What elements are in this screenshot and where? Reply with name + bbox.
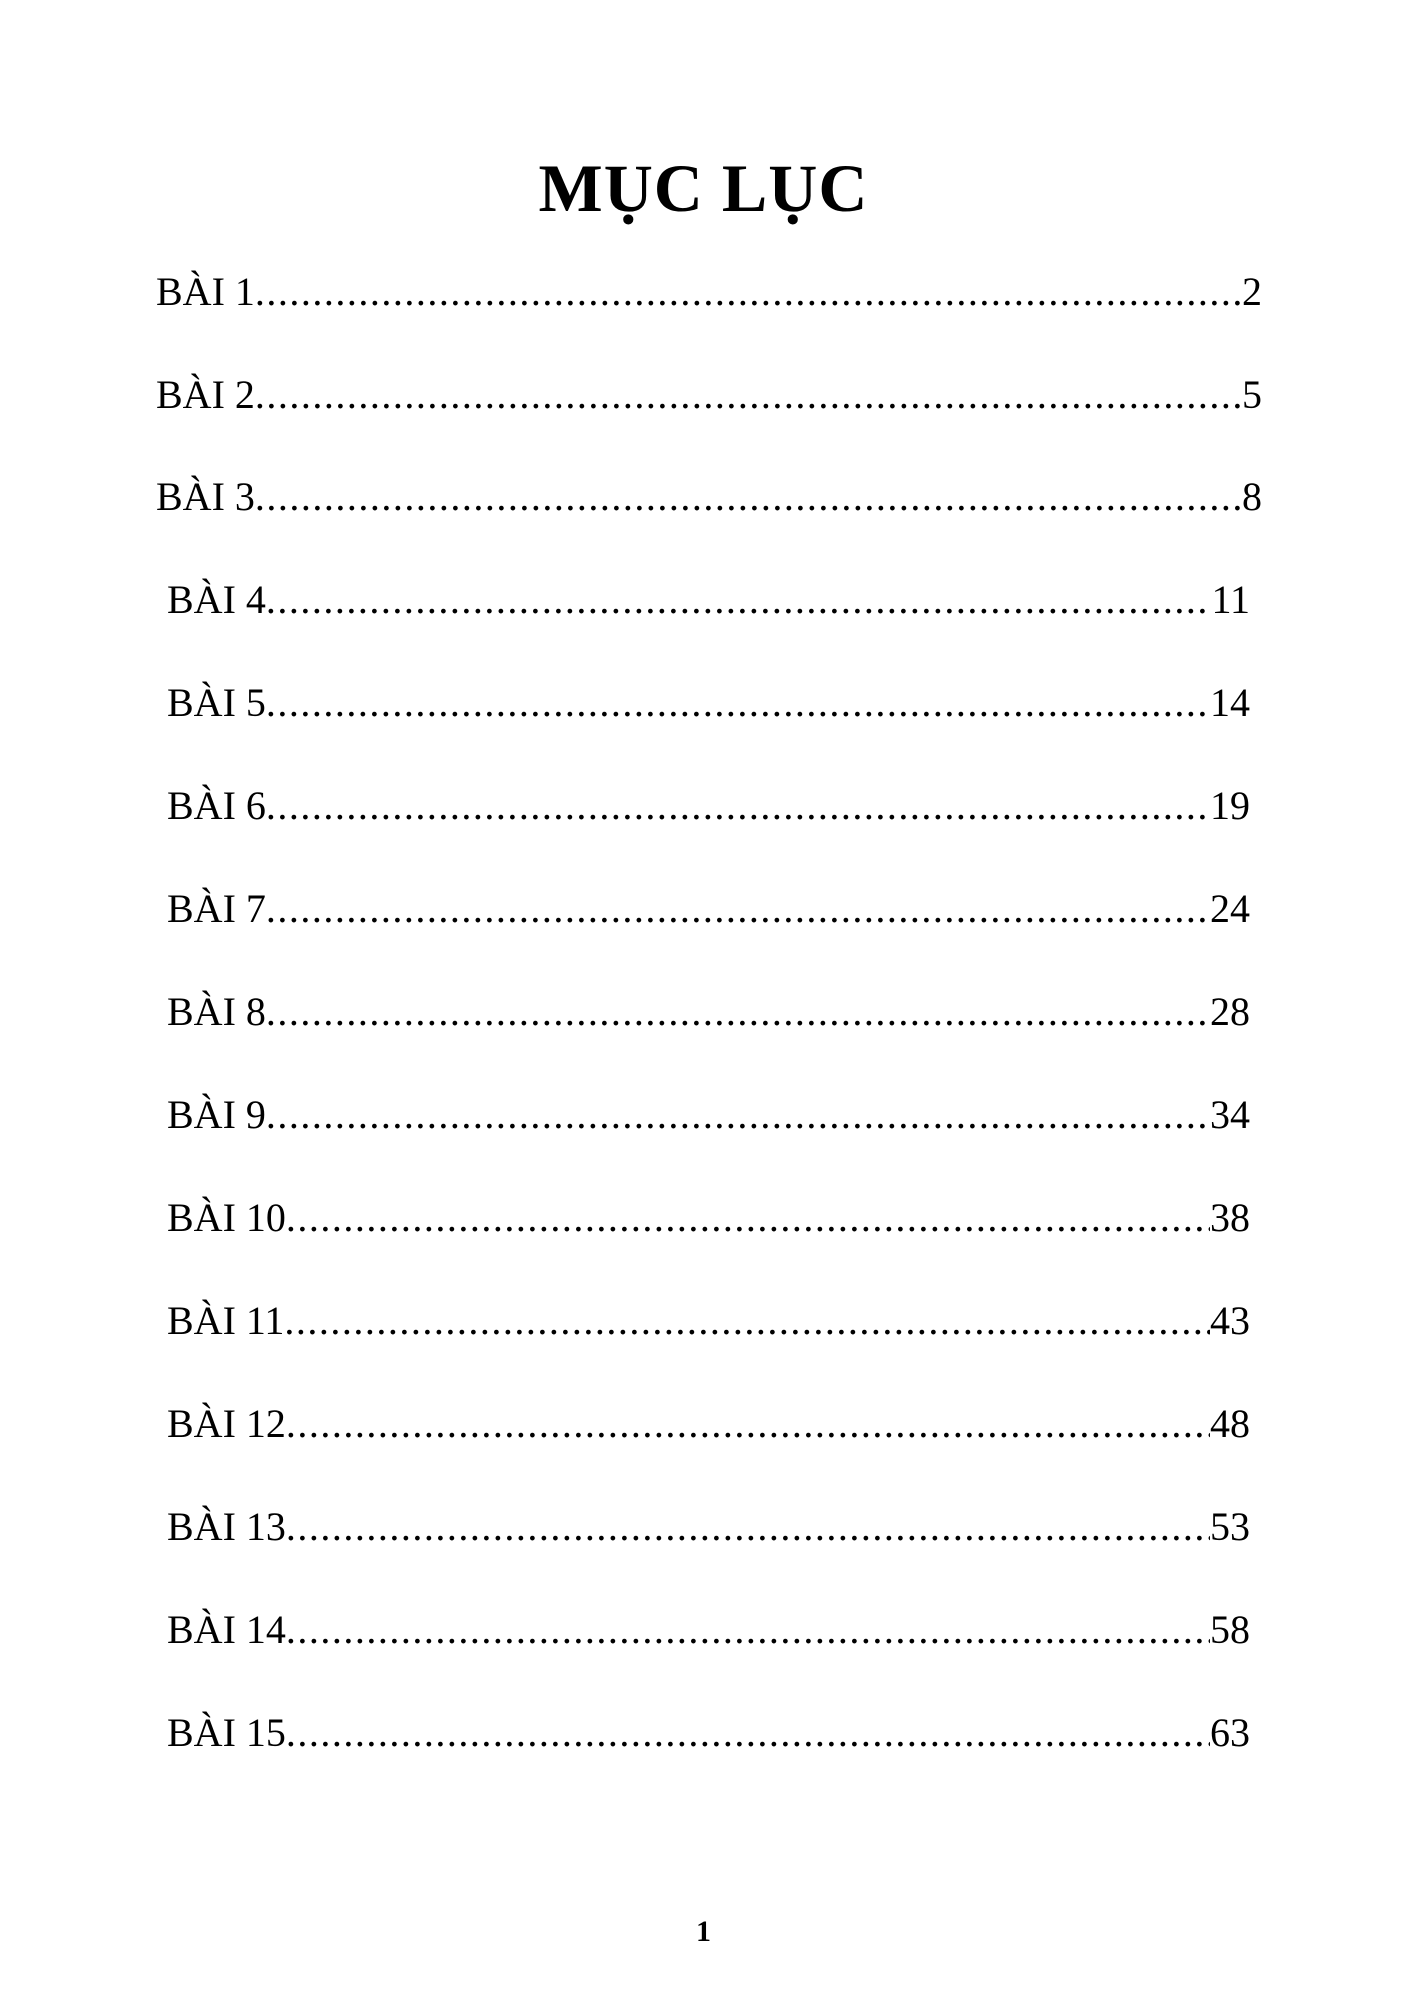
toc-entry-page: 8 [1242, 474, 1262, 519]
toc-entry-page: 53 [1210, 1504, 1250, 1549]
toc-entry[interactable] [167, 1297, 1250, 1345]
toc-entry-label: BÀI 12 [167, 1401, 286, 1446]
toc-leader-dots [266, 782, 1210, 830]
toc-entry-page: 34 [1210, 1092, 1250, 1137]
toc-entry-label: BÀI 13 [167, 1504, 286, 1549]
toc-entry[interactable] [167, 1503, 1250, 1551]
toc-leader-dots [286, 1194, 1210, 1242]
toc-entry-label: BÀI 10 [167, 1195, 286, 1240]
toc-entry-page: 14 [1210, 680, 1250, 725]
toc-entry-page: 11 [1211, 577, 1250, 622]
toc-entry-page: 5 [1242, 372, 1262, 417]
toc-entry-page: 28 [1210, 989, 1250, 1034]
toc-entry-page: 2 [1242, 269, 1262, 314]
toc-entry[interactable] [167, 885, 1250, 933]
toc-entry-label: BÀI 9 [167, 1092, 266, 1137]
toc-leader-dots [266, 988, 1210, 1036]
toc-entry-label: BÀI 3 [156, 474, 255, 519]
toc-entry[interactable] [156, 268, 1262, 316]
toc-entry[interactable] [156, 473, 1262, 521]
toc-entry-label: BÀI 5 [167, 680, 266, 725]
toc-leader-dots [284, 1297, 1210, 1345]
toc-leader-dots [266, 576, 1212, 624]
toc-leader-dots [255, 371, 1242, 419]
toc-entry[interactable] [156, 371, 1262, 419]
toc-leader-dots [266, 1091, 1210, 1139]
toc-entry-label: BÀI 11 [167, 1298, 285, 1343]
toc-entry-page: 63 [1210, 1710, 1250, 1755]
toc-entry[interactable] [167, 1194, 1250, 1242]
toc-entry-page: 38 [1210, 1195, 1250, 1240]
toc-leader-dots [255, 268, 1242, 316]
toc-entry-label: BÀI 7 [167, 886, 266, 931]
toc-leader-dots [286, 1606, 1210, 1654]
toc-entry[interactable] [167, 782, 1250, 830]
toc-title: MỤC LỤC [538, 150, 869, 226]
toc-leader-dots [255, 473, 1242, 521]
toc-entry-label: BÀI 2 [156, 372, 255, 417]
toc-entry-label: BÀI 1 [156, 269, 255, 314]
toc-entry-label: BÀI 15 [167, 1710, 286, 1755]
toc-entry[interactable] [167, 988, 1250, 1036]
toc-leader-dots [266, 885, 1210, 933]
toc-entry[interactable] [167, 576, 1250, 624]
toc-entry-page: 48 [1210, 1401, 1250, 1446]
page-number: 1 [696, 1915, 711, 1948]
toc-leader-dots [286, 1503, 1210, 1551]
toc-entry[interactable] [167, 1606, 1250, 1654]
toc-entry-page: 24 [1210, 886, 1250, 931]
toc-entry[interactable] [167, 679, 1250, 727]
toc-entry-page: 19 [1210, 783, 1250, 828]
toc-entry[interactable] [167, 1400, 1250, 1448]
toc-entry-label: BÀI 14 [167, 1607, 286, 1652]
toc-leader-dots [286, 1400, 1210, 1448]
toc-entry-page: 43 [1210, 1298, 1250, 1343]
toc-entry-label: BÀI 4 [167, 577, 266, 622]
toc-leader-dots [266, 679, 1210, 727]
toc-entry[interactable] [167, 1091, 1250, 1139]
toc-entry-page: 58 [1210, 1607, 1250, 1652]
toc-entry-label: BÀI 6 [167, 783, 266, 828]
toc-entry-label: BÀI 8 [167, 989, 266, 1034]
toc-leader-dots [286, 1709, 1210, 1757]
toc-entry[interactable] [167, 1709, 1250, 1757]
